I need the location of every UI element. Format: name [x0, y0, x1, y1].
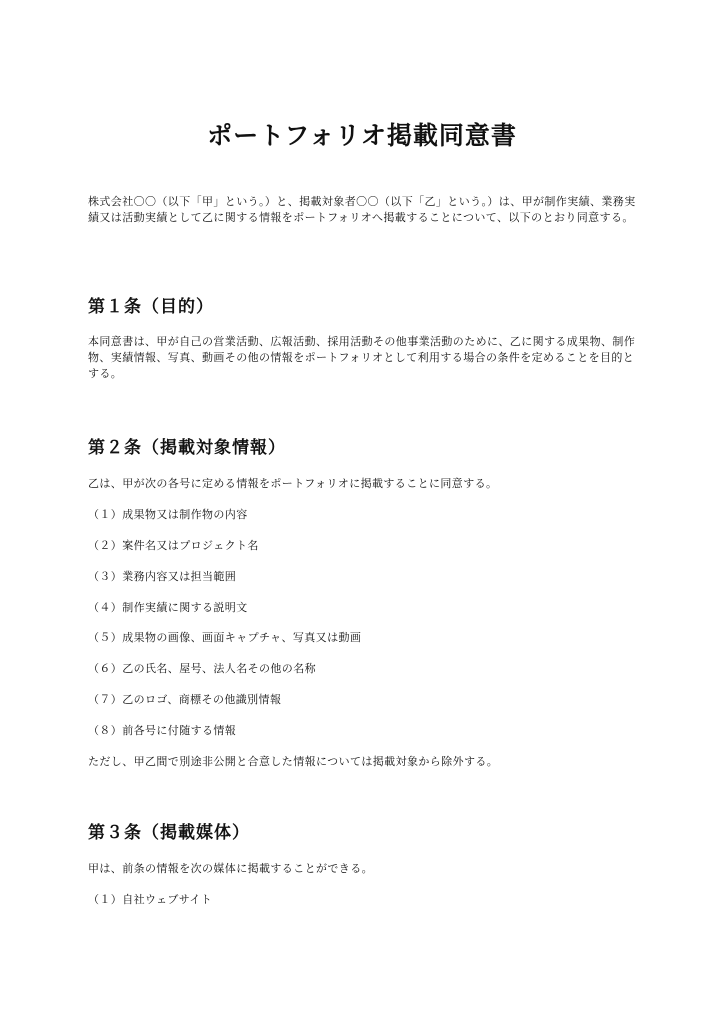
article-3-item: （１）自社ウェブサイト	[88, 893, 213, 906]
article-2-item: （８）前各号に付随する情報	[88, 724, 237, 737]
article-2-item: （５）成果物の画像、画面キャプチャ、写真又は動画	[88, 631, 362, 644]
document-title: ポートフォリオ掲載同意書	[207, 121, 517, 150]
article-2-item: （３）業務内容又は担当範囲	[88, 570, 237, 583]
article-2-item: （７）乙のロゴ、商標その他識別情報	[88, 693, 282, 706]
article-3-lead: 甲は、前条の情報を次の媒体に掲載することができる。	[88, 862, 373, 875]
article-2-heading: 第２条（掲載対象情報）	[88, 438, 286, 458]
article-2-note: ただし、甲乙間で別途非公開と合意した情報については掲載対象から除外する。	[88, 755, 499, 768]
article-2-item: （１）成果物又は制作物の内容	[88, 508, 248, 521]
intro-paragraph: 株式会社〇〇（以下「甲」という。）と、掲載対象者〇〇（以下「乙」という。）は、甲が制作実績、業務実績又は活動実績として乙に関する情報をポートフォリオへ掲載することについて、以下のとおり同意する。	[88, 195, 636, 224]
article-2-lead: 乙は、甲が次の各号に定める情報をポートフォリオに掲載することに同意する。	[88, 477, 498, 490]
article-2-item: （２）案件名又はプロジェクト名	[88, 539, 259, 552]
article-3-heading: 第３条（掲載媒体）	[88, 823, 250, 843]
article-1-body: 本同意書は、甲が自己の営業活動、広報活動、採用活動その他事業活動のために、乙に関する成果物、制作物、実績情報、写真、動画その他の情報をポートフォリオとして利用する場合の条件を定めることを目的とする。	[88, 335, 636, 380]
article-2-item: （６）乙の氏名、屋号、法人名その他の名称	[88, 662, 316, 675]
article-2-item: （４）制作実績に関する説明文	[88, 601, 248, 614]
article-1-heading: 第１条（目的）	[88, 297, 214, 317]
